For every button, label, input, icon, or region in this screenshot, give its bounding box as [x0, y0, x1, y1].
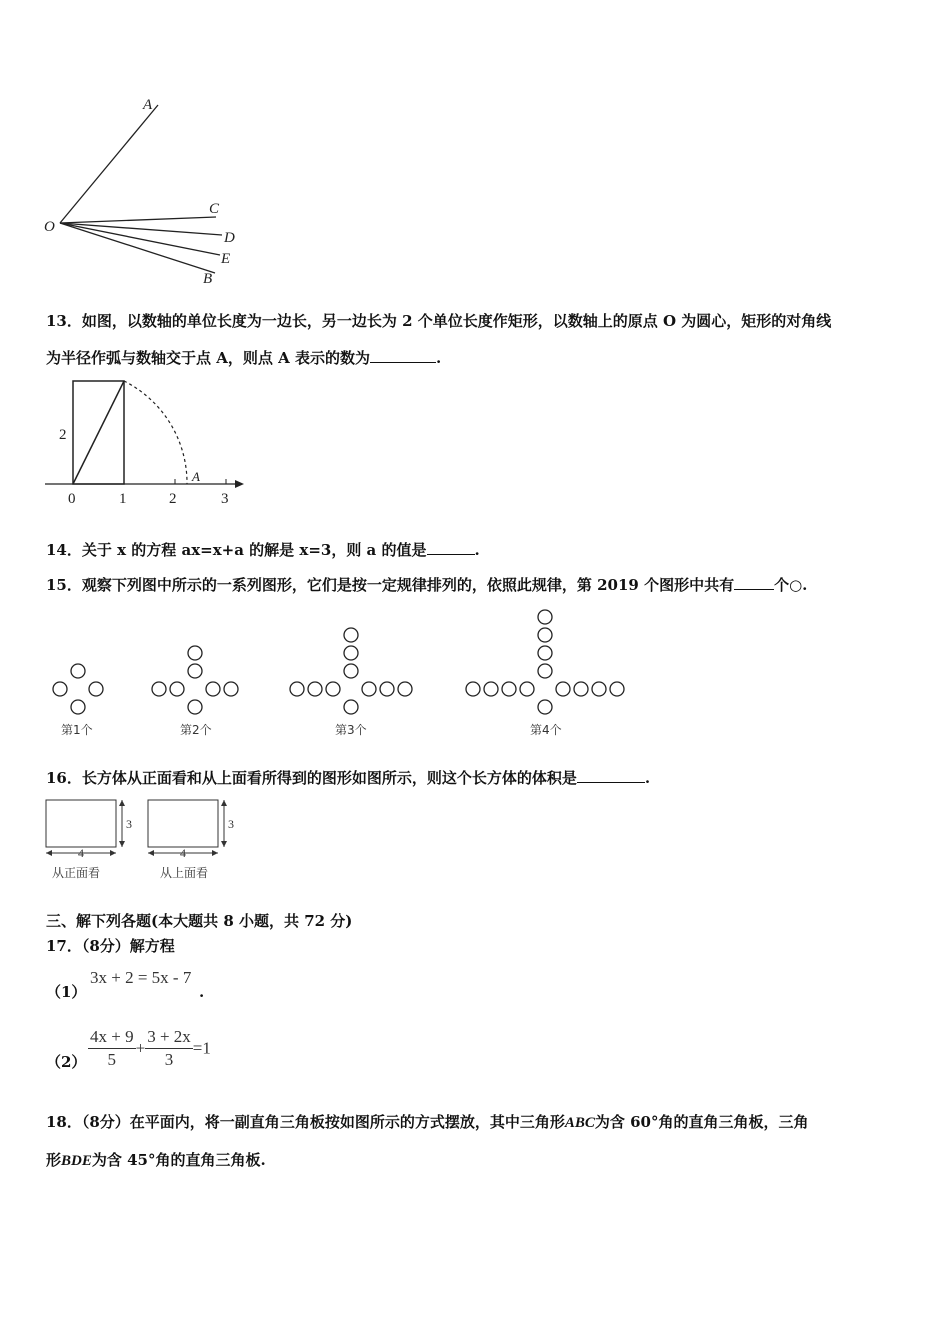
section-3-heading: 三、解下列各题(本大题共 8 小题，共 72 分) [46, 912, 353, 930]
label-C: C [209, 201, 220, 217]
front-height: 3 [126, 817, 132, 831]
fraction-1 [88, 1026, 136, 1071]
equation-2 [88, 1026, 211, 1071]
ray-OD [60, 223, 222, 235]
equation-1: 3x + 2 = 5x - 7 [90, 968, 192, 987]
views-figure [40, 795, 250, 865]
ray-OA [60, 105, 158, 223]
question-14 [46, 540, 480, 560]
front-width: 4 [78, 846, 84, 860]
q16-end: . [644, 769, 651, 787]
fraction-2-denominator: 3 [164, 1050, 174, 1069]
label-B: B [203, 271, 213, 287]
plus-sign: + [135, 1038, 146, 1058]
dashed-arc [124, 381, 187, 484]
equation-1-end: . [199, 983, 205, 1001]
top-height: 3 [228, 817, 234, 831]
question-13-line2 [46, 348, 441, 368]
q13-end: . [435, 349, 442, 367]
tick-3: 3 [221, 491, 229, 507]
answer-blank[interactable] [427, 540, 475, 555]
question-18-line2 [46, 1150, 266, 1171]
axis-arrow [235, 480, 244, 488]
label-D: D [224, 230, 235, 246]
q15-end: 个○. [774, 576, 808, 594]
equation-2-rhs: =1 [192, 1038, 211, 1058]
label-A: A [143, 97, 153, 113]
triangle-ABC: ABC [564, 1115, 595, 1131]
q18-text-1a: 18．（8分）在平面内，将一副直角三角板按如图所示的方式摆放，其中三角形 [46, 1113, 565, 1131]
ray-OE [60, 223, 220, 255]
fraction-1-denominator: 5 [107, 1050, 117, 1069]
triangle-BDE: BDE [61, 1153, 92, 1169]
ray-OC [60, 217, 216, 223]
ray-OB [60, 223, 215, 273]
top-width: 4 [180, 846, 186, 860]
tick-0: 0 [68, 491, 76, 507]
angle-figure [40, 95, 250, 290]
fraction-1-numerator: 4x + 9 [88, 1026, 136, 1049]
label-O: O [44, 219, 55, 235]
tick-2: 2 [169, 491, 177, 507]
q18-text-2b: 为含 45°角的直角三角板. [91, 1151, 266, 1169]
part1-label: （1） [46, 983, 87, 1001]
answer-blank[interactable] [577, 768, 645, 783]
fraction-2 [145, 1026, 193, 1071]
question-16 [46, 768, 650, 788]
q18-text-2a: 形 [46, 1151, 62, 1169]
q16-text: 16．长方体从正面看和从上面看所得到的图形如图所示，则这个长方体的体积是 [46, 769, 577, 787]
caption-top-view: 从上面看 [160, 866, 209, 880]
caption-fig4: 第4个 [530, 723, 562, 737]
point-A: A [192, 469, 200, 484]
q14-text: 14．关于 x 的方程 ax=x+a 的解是 x=3，则 a 的值是 [46, 541, 427, 559]
answer-blank[interactable] [370, 348, 436, 363]
diagonal [73, 381, 124, 484]
question-18-line1 [46, 1112, 808, 1133]
question-13-line1 [46, 311, 831, 331]
label-E: E [221, 251, 231, 267]
q18-text-1b: 为含 60°角的直角三角板，三角 [594, 1113, 809, 1131]
caption-fig3: 第3个 [335, 723, 367, 737]
question-17-title: 17．（8分）解方程 [46, 937, 175, 955]
side-label: 2 [59, 427, 67, 443]
caption-fig1: 第1个 [61, 723, 93, 737]
fraction-2-numerator: 3 + 2x [145, 1026, 193, 1049]
q14-end: . [474, 541, 480, 559]
caption-fig2: 第2个 [180, 723, 212, 737]
q13-text-2: 为半径作弧与数轴交于点 A，则点 A 表示的数为 [46, 349, 370, 367]
caption-front-view: 从正面看 [52, 866, 101, 880]
tick-1: 1 [119, 491, 127, 507]
question-15 [46, 575, 807, 595]
answer-blank[interactable] [734, 575, 774, 590]
number-line-figure [40, 375, 255, 510]
q15-text: 15．观察下列图中所示的一系列图形，它们是按一定规律排列的，依照此规律，第 2019 个图形中共有 [46, 576, 735, 594]
part2-label: （2） [46, 1053, 87, 1071]
q13-text-1: 13．如图，以数轴的单位长度为一边长，另一边长为 2 个单位长度作矩形，以数轴上的原点 O 为圆心，矩形的对角线 [46, 312, 832, 330]
